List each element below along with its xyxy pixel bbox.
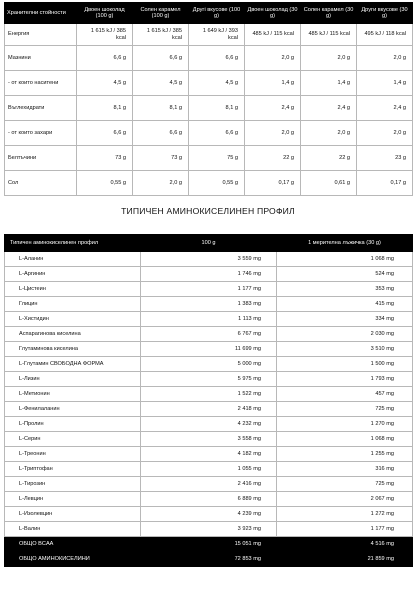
- nutrition-header-double-chocolate-30g: Двоен шоколад (30 g): [245, 3, 301, 24]
- amino-value-scoop: 1 270 mg: [277, 417, 413, 432]
- amino-profile-table: [4, 234, 413, 567]
- amino-total-row: [5, 552, 413, 567]
- amino-acid-name: L-Триптофан: [5, 462, 141, 477]
- nutrition-value: 75 g: [189, 146, 245, 171]
- nutrition-value: 8,1 g: [133, 96, 189, 121]
- amino-row: [5, 342, 413, 357]
- amino-table-body: [5, 252, 413, 567]
- amino-value-100g: 4 182 mg: [141, 447, 277, 462]
- amino-value-100g: 72 853 mg: [141, 552, 277, 567]
- nutrition-value: 2,0 g: [301, 121, 357, 146]
- amino-value-scoop: 1 068 mg: [277, 252, 413, 267]
- nutrition-value: 2,0 g: [245, 46, 301, 71]
- nutrition-row-carbohydrates: [5, 96, 413, 121]
- amino-profile-title: ТИПИЧЕН АМИНОКИСЕЛИНЕН ПРОФИЛ: [121, 206, 295, 216]
- nutrition-value: 0,61 g: [301, 171, 357, 196]
- amino-row: [5, 327, 413, 342]
- amino-value-100g: 1 177 mg: [141, 282, 277, 297]
- amino-value-scoop: 725 mg: [277, 477, 413, 492]
- amino-acid-name: Глутаминова киселина: [5, 342, 141, 357]
- amino-acid-name: L-Треонин: [5, 447, 141, 462]
- nutrition-value: 2,0 g: [357, 46, 413, 71]
- nutrition-value: 1,4 g: [245, 71, 301, 96]
- nutrition-value: 485 kJ / 115 kcal: [301, 24, 357, 46]
- nutrition-value: 2,4 g: [301, 96, 357, 121]
- amino-value-100g: 6 889 mg: [141, 492, 277, 507]
- nutrition-value: 0,17 g: [357, 171, 413, 196]
- nutrition-value: 2,0 g: [245, 121, 301, 146]
- amino-value-scoop: 524 mg: [277, 267, 413, 282]
- amino-row: [5, 507, 413, 522]
- amino-acid-name: ОБЩО BCAA: [5, 537, 141, 552]
- nutrition-value: 6,6 g: [133, 121, 189, 146]
- nutrition-value: 2,4 g: [357, 96, 413, 121]
- nutrition-value: 6,6 g: [77, 121, 133, 146]
- nutrition-value: 73 g: [77, 146, 133, 171]
- amino-total-row: [5, 537, 413, 552]
- amino-row: [5, 432, 413, 447]
- amino-value-scoop: 1 177 mg: [277, 522, 413, 537]
- amino-value-100g: 1 746 mg: [141, 267, 277, 282]
- nutrition-table: [4, 2, 413, 196]
- nutrition-header-other-flavors-30g: Други вкусове (30 g): [357, 3, 413, 24]
- nutrition-header-row: [5, 3, 413, 24]
- nutrition-value: 0,55 g: [189, 171, 245, 196]
- amino-value-scoop: 2 030 mg: [277, 327, 413, 342]
- nutrition-value: 485 kJ / 115 kcal: [245, 24, 301, 46]
- amino-row: [5, 357, 413, 372]
- amino-acid-name: L-Аланин: [5, 252, 141, 267]
- amino-acid-name: L-Пролин: [5, 417, 141, 432]
- amino-value-scoop: 21 859 mg: [277, 552, 413, 567]
- amino-value-100g: 15 051 mg: [141, 537, 277, 552]
- amino-acid-name: L-Метионин: [5, 387, 141, 402]
- amino-value-scoop: 1 068 mg: [277, 432, 413, 447]
- nutrition-value: 1 649 kJ / 393 kcal: [189, 24, 245, 46]
- amino-row: [5, 372, 413, 387]
- nutrition-row-saturated: [5, 71, 413, 96]
- amino-acid-name: Глицин: [5, 297, 141, 312]
- nutrition-row-energy: [5, 24, 413, 46]
- amino-value-100g: 11 699 mg: [141, 342, 277, 357]
- amino-row: [5, 297, 413, 312]
- nutrition-value: 6,6 g: [77, 46, 133, 71]
- nutrition-value: 495 kJ / 118 kcal: [357, 24, 413, 46]
- amino-header-row: [5, 235, 413, 252]
- amino-row: [5, 522, 413, 537]
- amino-value-100g: 3 559 mg: [141, 252, 277, 267]
- amino-value-100g: 2 416 mg: [141, 477, 277, 492]
- nutrition-value: 4,5 g: [77, 71, 133, 96]
- nutrition-header-salted-caramel-30g: Солен карамел (30 g): [301, 3, 357, 24]
- amino-value-100g: 6 767 mg: [141, 327, 277, 342]
- nutrition-row-label: - от които захари: [5, 121, 77, 146]
- nutrition-value: 2,0 g: [301, 46, 357, 71]
- nutrition-header-double-chocolate-100g: Двоен шоколад (100 g): [77, 3, 133, 24]
- amino-value-scoop: 725 mg: [277, 402, 413, 417]
- amino-value-scoop: 1 793 mg: [277, 372, 413, 387]
- amino-acid-name: L-Левцин: [5, 492, 141, 507]
- amino-value-scoop: 316 mg: [277, 462, 413, 477]
- nutrition-value: 8,1 g: [189, 96, 245, 121]
- amino-value-scoop: 415 mg: [277, 297, 413, 312]
- amino-acid-name: ОБЩО АМИНОКИСЕЛИНИ: [5, 552, 141, 567]
- amino-acid-name: L-Хистидин: [5, 312, 141, 327]
- nutrition-value: 22 g: [301, 146, 357, 171]
- nutrition-row-fat: [5, 46, 413, 71]
- nutrition-row-label: Въглехидрати: [5, 96, 77, 121]
- nutrition-value: 23 g: [357, 146, 413, 171]
- nutrition-value: 1 615 kJ / 385 kcal: [77, 24, 133, 46]
- amino-row: [5, 252, 413, 267]
- nutrition-value: 2,4 g: [245, 96, 301, 121]
- nutrition-value: 6,6 g: [189, 121, 245, 146]
- amino-row: [5, 312, 413, 327]
- nutrition-value: 1,4 g: [301, 71, 357, 96]
- nutrition-value: 0,55 g: [77, 171, 133, 196]
- nutrition-value: 1 615 kJ / 385 kcal: [133, 24, 189, 46]
- amino-row: [5, 462, 413, 477]
- amino-header-100g: 100 g: [141, 235, 277, 252]
- amino-value-scoop: 4 516 mg: [277, 537, 413, 552]
- nutrition-value: 6,6 g: [189, 46, 245, 71]
- amino-value-scoop: 1 500 mg: [277, 357, 413, 372]
- amino-acid-name: L-Фенилаланин: [5, 402, 141, 417]
- nutrition-value: 22 g: [245, 146, 301, 171]
- amino-value-100g: 2 418 mg: [141, 402, 277, 417]
- nutrition-value: 2,0 g: [357, 121, 413, 146]
- nutrition-row-label: Енергия: [5, 24, 77, 46]
- amino-row: [5, 447, 413, 462]
- amino-value-100g: 5 975 mg: [141, 372, 277, 387]
- nutrition-header-salted-caramel-100g: Солен карамел (100 g): [133, 3, 189, 24]
- amino-value-100g: 1 113 mg: [141, 312, 277, 327]
- amino-row: [5, 402, 413, 417]
- nutrition-value: 2,0 g: [133, 171, 189, 196]
- amino-acid-name: Аспарагинова киселина: [5, 327, 141, 342]
- amino-value-100g: 1 055 mg: [141, 462, 277, 477]
- amino-value-100g: 1 383 mg: [141, 297, 277, 312]
- amino-row: [5, 417, 413, 432]
- nutrition-row-label: - от които наситени: [5, 71, 77, 96]
- nutrition-value: 4,5 g: [189, 71, 245, 96]
- nutrition-row-label: Мазнини: [5, 46, 77, 71]
- amino-acid-name: L-Цистеин: [5, 282, 141, 297]
- amino-value-scoop: 3 510 mg: [277, 342, 413, 357]
- amino-value-100g: 1 522 mg: [141, 387, 277, 402]
- amino-acid-name: L-Лизин: [5, 372, 141, 387]
- amino-value-100g: 4 232 mg: [141, 417, 277, 432]
- amino-value-100g: 3 923 mg: [141, 522, 277, 537]
- amino-acid-name: L-Глутамин СВОБОДНА ФОРМА: [5, 357, 141, 372]
- amino-row: [5, 477, 413, 492]
- amino-acid-name: L-Валин: [5, 522, 141, 537]
- amino-value-100g: 4 239 mg: [141, 507, 277, 522]
- amino-value-scoop: 353 mg: [277, 282, 413, 297]
- amino-value-scoop: 457 mg: [277, 387, 413, 402]
- nutrition-header-label: Хранителни стойности: [5, 3, 77, 24]
- nutrition-value: 73 g: [133, 146, 189, 171]
- amino-acid-name: L-Серин: [5, 432, 141, 447]
- nutrition-value: 6,6 g: [133, 46, 189, 71]
- nutrition-row-label: Сол: [5, 171, 77, 196]
- amino-row: [5, 282, 413, 297]
- amino-value-scoop: 2 067 mg: [277, 492, 413, 507]
- amino-value-scoop: 1 255 mg: [277, 447, 413, 462]
- nutrition-row-salt: [5, 171, 413, 196]
- amino-acid-name: L-Аргинин: [5, 267, 141, 282]
- amino-row: [5, 267, 413, 282]
- nutrition-value: 8,1 g: [77, 96, 133, 121]
- amino-acid-name: L-Изолевцин: [5, 507, 141, 522]
- nutrition-value: 0,17 g: [245, 171, 301, 196]
- nutrition-header-other-flavors-100g: Другi вкусове (100 g): [189, 3, 245, 24]
- amino-value-scoop: 334 mg: [277, 312, 413, 327]
- amino-header-scoop: 1 мерителна лъжичка (30 g): [277, 235, 413, 252]
- nutrition-row-label: Белтъчини: [5, 146, 77, 171]
- nutrition-value: 1,4 g: [357, 71, 413, 96]
- nutrition-row-protein: [5, 146, 413, 171]
- amino-row: [5, 492, 413, 507]
- amino-value-100g: 3 558 mg: [141, 432, 277, 447]
- amino-acid-name: L-Тирозин: [5, 477, 141, 492]
- amino-row: [5, 387, 413, 402]
- nutrition-value: 4,5 g: [133, 71, 189, 96]
- amino-value-100g: 5 000 mg: [141, 357, 277, 372]
- amino-value-scoop: 1 272 mg: [277, 507, 413, 522]
- amino-header-profile: Типичен аминокиселинен профил: [5, 235, 141, 252]
- nutrition-row-sugars: [5, 121, 413, 146]
